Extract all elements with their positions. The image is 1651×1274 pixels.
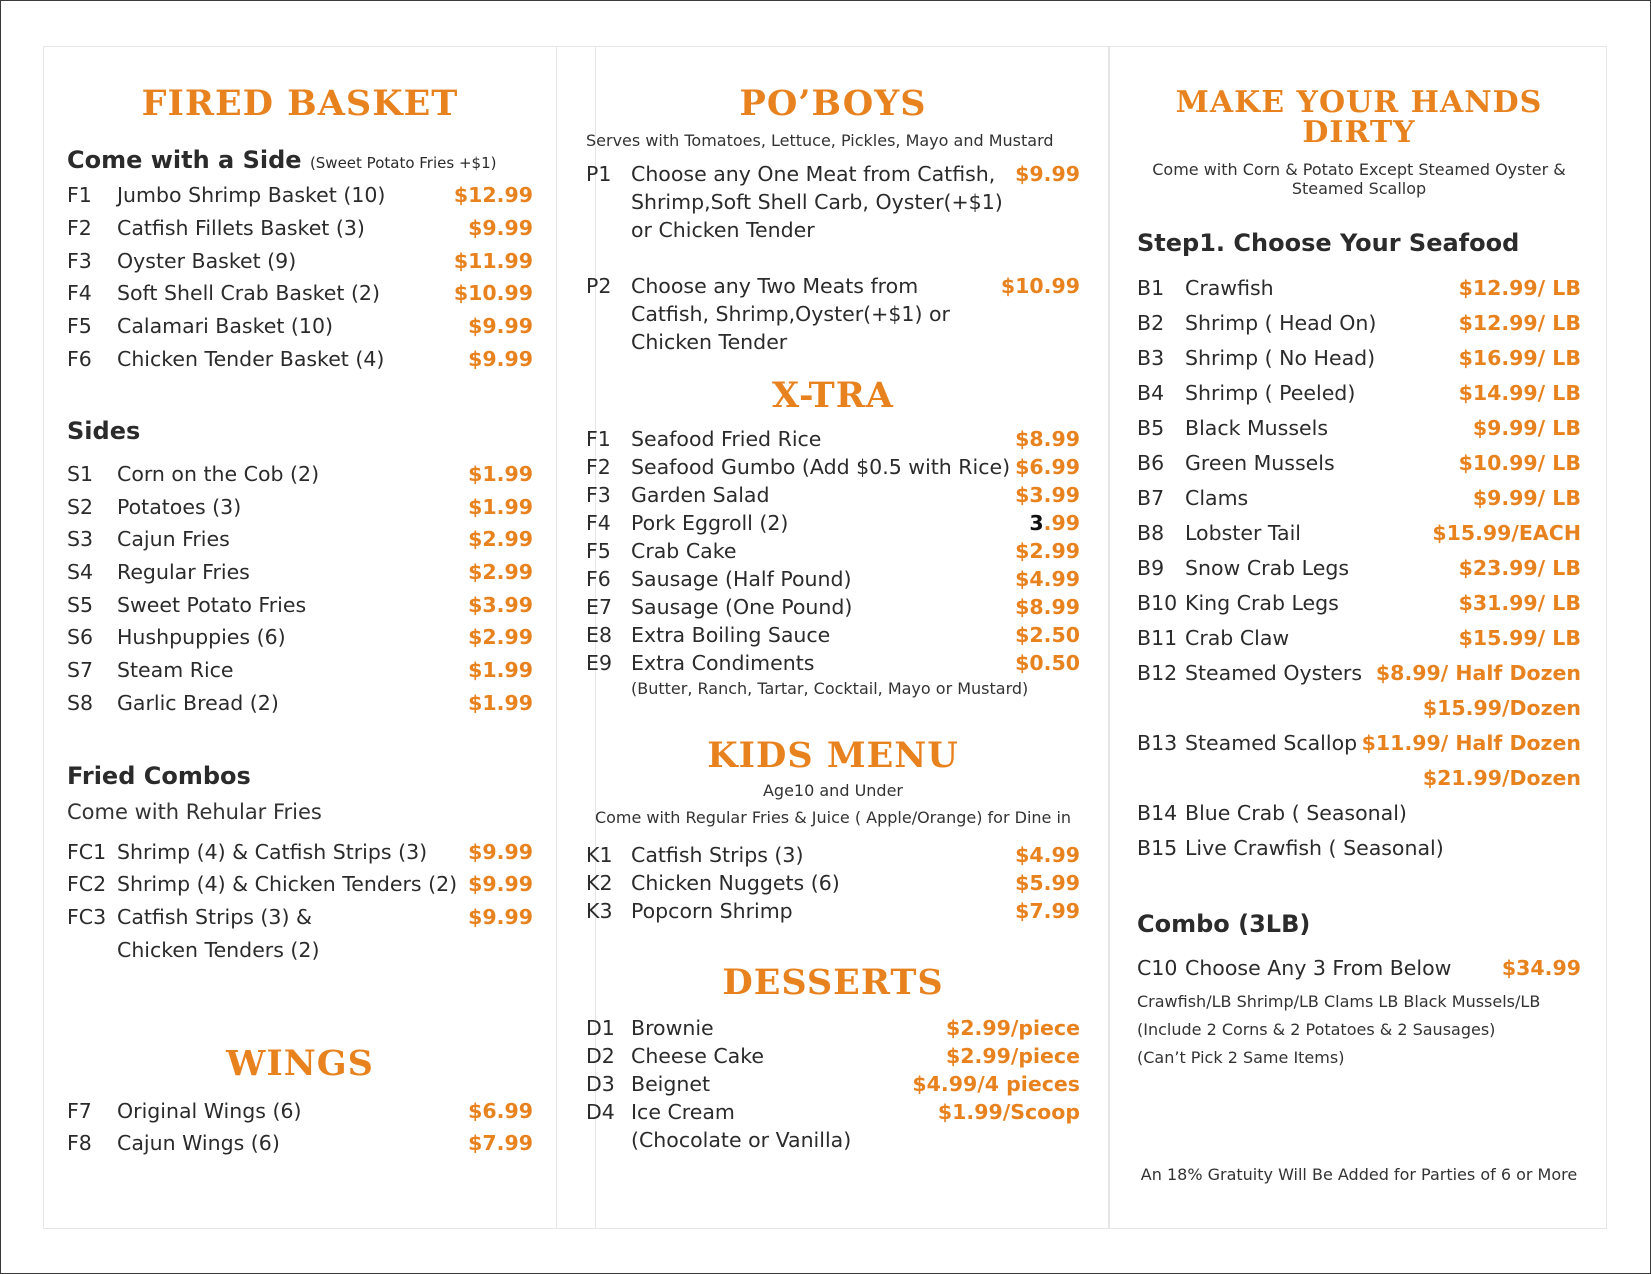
list-item: F3 Oyster Basket (9) $11.99	[67, 248, 533, 273]
list-item: FC2 Shrimp (4) & Chicken Tenders (2) $9.99	[67, 872, 533, 897]
list-item: B10 King Crab Legs $31.99/ LB	[1137, 591, 1581, 616]
list-item: F1 Seafood Fried Rice $8.99	[586, 427, 1080, 451]
list-item: F8 Cajun Wings (6) $7.99	[67, 1131, 533, 1156]
list-item: D3 Beignet $4.99/4 pieces	[586, 1072, 1080, 1096]
poboys-list	[586, 160, 1080, 356]
xtra-title: X-TRA	[772, 375, 894, 416]
list-item: D1 Brownie $2.99/piece	[586, 1016, 1080, 1040]
list-item: S5 Sweet Potato Fries $3.99	[67, 592, 533, 617]
hands-dirty-title: MAKE YOUR HANDS DIRTY	[1175, 85, 1543, 150]
hands-dirty-subtitle-1: Come with Corn & Potato Except Steamed Oyster &	[1152, 160, 1566, 179]
step1-title: Step1. Choose Your Seafood	[1137, 229, 1520, 257]
poboys-subtitle: Serves with Tomatoes, Lettuce, Pickles, Mayo and Mustard	[586, 131, 1054, 150]
list-item-continued: (Chocolate or Vanilla)	[631, 1128, 852, 1152]
list-item: F5 Crab Cake $2.99	[586, 539, 1080, 563]
list-item: F6 Chicken Tender Basket (4) $9.99	[67, 346, 533, 371]
handwritten-price-marker: 3	[1029, 511, 1044, 535]
list-item: S3 Cajun Fries $2.99	[67, 527, 533, 552]
sides-list	[67, 462, 533, 724]
kids-menu-subtitle-includes: Come with Regular Fries & Juice ( Apple/Orange) for Dine in	[594, 808, 1072, 827]
list-item: B7 Clams $9.99/ LB	[1137, 486, 1581, 511]
list-item: B8 Lobster Tail $15.99/EACH	[1137, 521, 1581, 546]
list-item: FC1 Shrimp (4) & Catfish Strips (3) $9.99	[67, 839, 533, 864]
fired-basket-title: FIRED BASKET	[141, 83, 459, 124]
list-item: S7 Steam Rice $1.99	[67, 658, 533, 683]
list-item: K1 Catfish Strips (3) $4.99	[586, 843, 1080, 867]
list-item: B5 Black Mussels $9.99/ LB	[1137, 416, 1581, 441]
list-item-continued: Chicken Tenders (2)	[117, 937, 320, 962]
list-item: D2 Cheese Cake $2.99/piece	[586, 1044, 1080, 1068]
condiments-note: (Butter, Ranch, Tartar, Cocktail, Mayo or Mustard)	[631, 679, 1029, 698]
list-item: F4 Pork Eggroll (2) 3.99	[586, 511, 1080, 535]
list-item: FC3 Catfish Strips (3) & $9.99	[67, 905, 533, 930]
kids-menu-subtitle-age: Age10 and Under	[762, 781, 903, 800]
list-item: S4 Regular Fries $2.99	[67, 559, 533, 584]
seafood-list	[1137, 276, 1581, 871]
hands-dirty-subtitle-2: Steamed Scallop	[1291, 179, 1427, 198]
list-item-continued: $21.99/Dozen	[1422, 766, 1581, 791]
list-item-continued: $15.99/Dozen	[1422, 696, 1581, 721]
list-item: E7 Sausage (One Pound) $8.99	[586, 595, 1080, 619]
list-item: S6 Hushpuppies (6) $2.99	[67, 625, 533, 650]
combo-note-include: (Include 2 Corns & 2 Potatoes & 2 Sausages)	[1137, 1019, 1496, 1039]
list-item: F7 Original Wings (6) $6.99	[67, 1098, 533, 1123]
combo-options: Crawfish/LB Shrimp/LB Clams LB Black Mussels/LB	[1137, 991, 1541, 1011]
list-item: F3 Garden Salad $3.99	[586, 483, 1080, 507]
fried-combos-subtitle: Come with Rehular Fries	[67, 799, 322, 824]
list-item: P2 Choose any Two Meats from Catfish, Shrimp,Oyster(+$1) or Chicken Tender $10.99	[586, 274, 1080, 354]
wings-list	[67, 1099, 533, 1164]
desserts-title: DESSERTS	[722, 962, 944, 1003]
poboys-title: PO’BOYS	[739, 83, 927, 124]
list-item: B1 Crawfish $12.99/ LB	[1137, 276, 1581, 301]
column-left	[67, 46, 533, 1164]
wings-title: WINGS	[226, 1042, 374, 1084]
list-item: F2 Catfish Fillets Basket (3) $9.99	[67, 216, 533, 241]
list-item: B14 Blue Crab ( Seasonal)	[1137, 801, 1407, 826]
list-item: E9 Extra Condiments $0.50	[586, 651, 1080, 675]
sides-title: Sides	[67, 416, 141, 445]
fried-combos-list	[67, 840, 533, 971]
list-item: S2 Potatoes (3) $1.99	[67, 494, 533, 519]
list-item: B15 Live Crawfish ( Seasonal)	[1137, 836, 1444, 861]
list-item: E8 Extra Boiling Sauce $2.50	[586, 623, 1080, 647]
list-item: B6 Green Mussels $10.99/ LB	[1137, 451, 1581, 476]
list-item: P1 Choose any One Meat from Catfish, Shrimp,Soft Shell Carb, Oyster(+$1) or Chicken Tender $9.99	[586, 162, 1080, 242]
column-middle	[586, 46, 1080, 1156]
list-item: B2 Shrimp ( Head On) $12.99/ LB	[1137, 311, 1581, 336]
list-item: D4 Ice Cream $1.99/Scoop	[586, 1100, 1080, 1124]
list-item: K2 Chicken Nuggets (6) $5.99	[586, 871, 1080, 895]
list-item: K3 Popcorn Shrimp $7.99	[586, 899, 1080, 923]
list-item: B3 Shrimp ( No Head) $16.99/ LB	[1137, 346, 1581, 371]
column-right	[1137, 46, 1581, 1072]
fried-combos-title: Fried Combos	[67, 762, 251, 791]
combo-note-restriction: (Can’t Pick 2 Same Items)	[1137, 1047, 1345, 1067]
combo-item: C10 Choose Any 3 From Below $34.99	[1137, 955, 1581, 980]
kids-menu-list	[586, 843, 1080, 927]
list-item: S1 Corn on the Cob (2) $1.99	[67, 461, 533, 486]
list-item: F2 Seafood Gumbo (Add $0.5 with Rice) $6.99	[586, 455, 1080, 479]
kids-menu-title: KIDS MENU	[707, 735, 959, 776]
list-item: F6 Sausage (Half Pound) $4.99	[586, 567, 1080, 591]
list-item: F5 Calamari Basket (10) $9.99	[67, 314, 533, 339]
desserts-list	[586, 1016, 1080, 1156]
list-item: B13 Steamed Scallop $11.99/ Half Dozen	[1137, 731, 1581, 756]
list-item: B12 Steamed Oysters $8.99/ Half Dozen	[1137, 661, 1581, 686]
fired-basket-list	[67, 183, 533, 379]
list-item: B11 Crab Claw $15.99/ LB	[1137, 626, 1581, 651]
fired-basket-subtitle: Come with a Side (Sweet Potato Fries +$1)	[67, 146, 497, 174]
xtra-list	[586, 427, 1080, 698]
list-item: B9 Snow Crab Legs $23.99/ LB	[1137, 556, 1581, 581]
gratuity-note: An 18% Gratuity Will Be Added for Parties of 6 or More	[1140, 1165, 1578, 1184]
list-item: B4 Shrimp ( Peeled) $14.99/ LB	[1137, 381, 1581, 406]
list-item: F1 Jumbo Shrimp Basket (10) $12.99	[67, 183, 533, 208]
combo-title: Combo (3LB)	[1137, 910, 1311, 939]
list-item: F4 Soft Shell Crab Basket (2) $10.99	[67, 281, 533, 306]
list-item: S8 Garlic Bread (2) $1.99	[67, 690, 533, 715]
